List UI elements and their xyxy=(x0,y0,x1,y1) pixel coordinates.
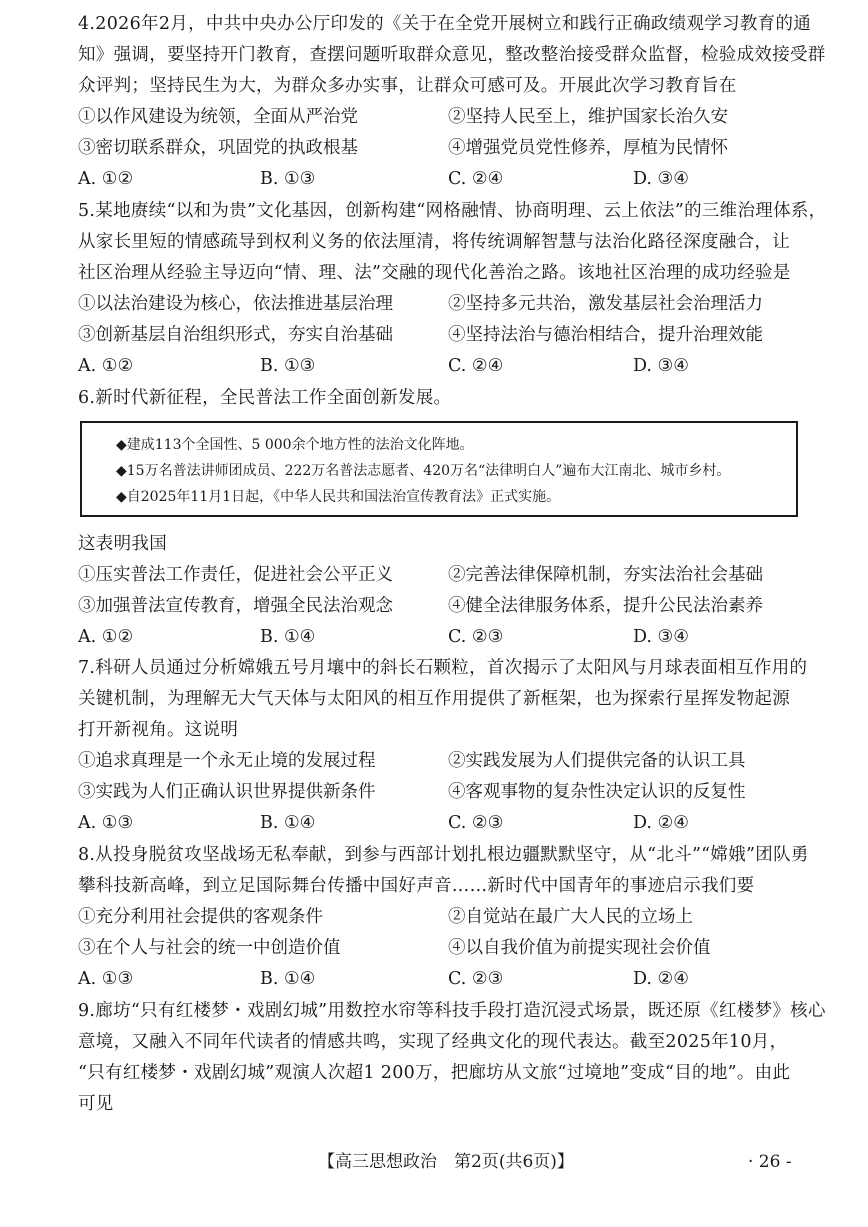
q7-line-3: 打开新视角。这说明 xyxy=(78,720,239,740)
q5-option-4: ④坚持法治与德治相结合，提升治理效能 xyxy=(448,325,763,345)
q9-line-4: 可见 xyxy=(78,1094,114,1114)
q6-choice-a: A. ①② xyxy=(78,627,134,647)
q6-option-3: ③加强普法宣传教育，增强全民法治观念 xyxy=(78,596,393,616)
q5-choice-a: A. ①② xyxy=(78,356,134,376)
q9-line-2: 意境，又融入不同年代读者的情感共鸣，实现了经典文化的现代表达。截至2025年10月， xyxy=(78,1032,788,1052)
q6-option-2: ②完善法律保障机制，夯实法治社会基础 xyxy=(448,565,763,585)
q4-line-2: 知》强调，要坚持开门教育，查摆问题听取群众意见，整改整治接受群众监督，检验成效接受群 xyxy=(78,45,826,65)
q8-choice-c: C. ②③ xyxy=(448,969,504,989)
q9-line-3: “只有红楼梦・戏剧幻城”观演人次超1 200万，把廊坊从文旅“过境地”变成“目的地”。由此 xyxy=(78,1063,791,1083)
q6-choice-b: B. ①④ xyxy=(260,627,316,647)
q4-choice-d: D. ③④ xyxy=(633,169,689,189)
q4-line-3: 众评判；坚持民生为大，为群众多办实事，让群众可感可及。开展此次学习教育旨在 xyxy=(78,76,737,96)
q4-choice-a: A. ①② xyxy=(78,169,134,189)
q7-option-4: ④客观事物的复杂性决定认识的反复性 xyxy=(448,782,746,802)
q8-option-4: ④以自我价值为前提实现社会价值 xyxy=(448,938,711,958)
q5-choice-c: C. ②④ xyxy=(448,356,504,376)
q8-option-1: ①充分利用社会提供的客观条件 xyxy=(78,907,323,927)
q4-choice-b: B. ①③ xyxy=(260,169,316,189)
q5-option-2: ②坚持多元共治，激发基层社会治理活力 xyxy=(448,294,763,314)
q5-choice-d: D. ③④ xyxy=(633,356,689,376)
q8-choice-b: B. ①④ xyxy=(260,969,316,989)
q7-option-1: ①追求真理是一个永无止境的发展过程 xyxy=(78,751,376,771)
q8-choice-d: D. ②④ xyxy=(633,969,689,989)
q5-line-2: 从家长里短的情感疏导到权利义务的依法厘清，将传统调解智慧与法治化路径深度融合，让 xyxy=(78,232,790,252)
q5-line-1: 5.某地赓续“以和为贵”文化基因，创新构建“网格融情、协商明理、云上依法”的三维治理体系， xyxy=(78,201,827,221)
q6-material-line-1: ◆建成113个全国性、5 000余个地方性的法治文化阵地。 xyxy=(116,437,474,453)
page-footer-label: 【高三思想政治 第2页(共6页)】 xyxy=(318,1152,574,1172)
q8-choice-a: A. ①③ xyxy=(78,969,134,989)
q7-option-3: ③实践为人们正确认识世界提供新条件 xyxy=(78,782,376,802)
q7-choice-d: D. ②④ xyxy=(633,813,689,833)
q8-line-1: 8.从投身脱贫攻坚战场无私奉献，到参与西部计划扎根边疆默默坚守，从“北斗”“嫦娥”团队勇 xyxy=(78,845,809,865)
q8-option-2: ②自觉站在最广大人民的立场上 xyxy=(448,907,693,927)
q6-material-line-2: ◆15万名普法讲师团成员、222万名普法志愿者、420万名“法律明白人”遍布大江南北、城市乡村。 xyxy=(116,463,731,479)
q5-option-3: ③创新基层自治组织形式，夯实自治基础 xyxy=(78,325,393,345)
q7-option-2: ②实践发展为人们提供完备的认识工具 xyxy=(448,751,746,771)
q6-material-box xyxy=(80,421,798,517)
q4-option-1: ①以作风建设为统领，全面从严治党 xyxy=(78,107,358,127)
q4-line-1: 4.2026年2月，中共中央办公厅印发的《关于在全党开展树立和践行正确政绩观学习教育的通 xyxy=(78,14,812,34)
q7-line-2: 关键机制，为理解无大气天体与太阳风的相互作用提供了新框架，也为探索行星挥发物起源 xyxy=(78,689,790,709)
q7-choice-c: C. ②③ xyxy=(448,813,504,833)
q4-option-3: ③密切联系群众，巩固党的执政根基 xyxy=(78,138,358,158)
q6-choice-d: D. ③④ xyxy=(633,627,689,647)
q6-choice-c: C. ②③ xyxy=(448,627,504,647)
q5-line-3: 社区治理从经验主导迈向“情、理、法”交融的现代化善治之路。该地社区治理的成功经验是 xyxy=(78,263,791,283)
page-code: · 26 - xyxy=(748,1152,792,1172)
q4-option-4: ④增强党员党性修养，厚植为民情怀 xyxy=(448,138,728,158)
q4-choice-c: C. ②④ xyxy=(448,169,504,189)
q6-stem-end: 这表明我国 xyxy=(78,534,167,554)
q8-line-2: 攀科技新高峰，到立足国际舞台传播中国好声音……新时代中国青年的事迹启示我们要 xyxy=(78,876,755,896)
q4-option-2: ②坚持人民至上，维护国家长治久安 xyxy=(448,107,728,127)
q7-choice-a: A. ①③ xyxy=(78,813,134,833)
q7-choice-b: B. ①④ xyxy=(260,813,316,833)
q7-line-1: 7.科研人员通过分析嫦娥五号月壤中的斜长石颗粒，首次揭示了太阳风与月球表面相互作用的 xyxy=(78,658,808,678)
q6-material-line-3: ◆自2025年11月1日起，《中华人民共和国法治宣传教育法》正式实施。 xyxy=(116,489,561,505)
q8-option-3: ③在个人与社会的统一中创造价值 xyxy=(78,938,341,958)
q6-option-4: ④健全法律服务体系，提升公民法治素养 xyxy=(448,596,763,616)
q9-line-1: 9.廊坊“只有红楼梦・戏剧幻城”用数控水帘等科技手段打造沉浸式场景，既还原《红楼梦》核心 xyxy=(78,1001,826,1021)
q6-option-1: ①压实普法工作责任，促进社会公平正义 xyxy=(78,565,393,585)
q6-line-1: 6.新时代新征程，全民普法工作全面创新发展。 xyxy=(78,388,452,408)
q5-choice-b: B. ①③ xyxy=(260,356,316,376)
q5-option-1: ①以法治建设为核心，依法推进基层治理 xyxy=(78,294,393,314)
